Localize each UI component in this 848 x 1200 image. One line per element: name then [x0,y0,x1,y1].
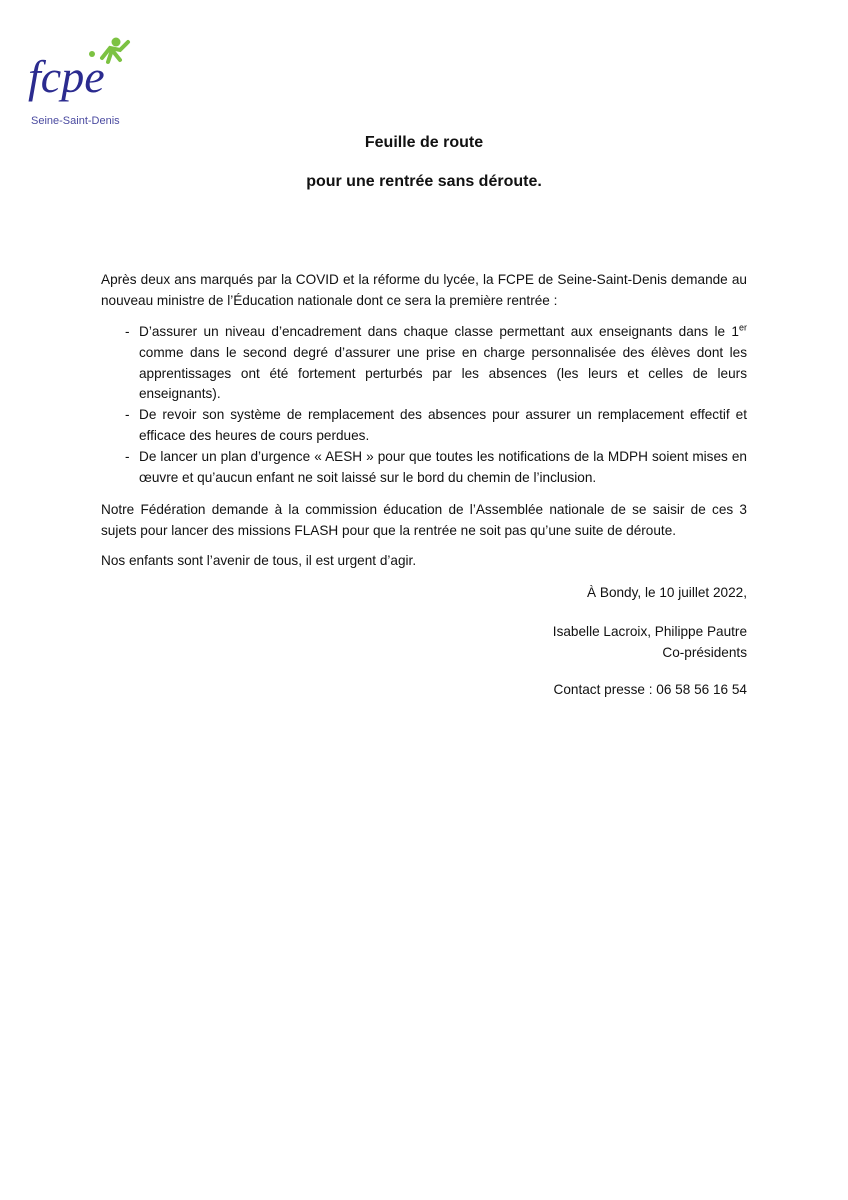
federation-paragraph: Notre Fédération demande à la commission éducation de l’Assemblée nationale de se saisir de ces 3 sujets pour lancer des missions FLASH pour que la rentrée ne soit pas qu’une suite de déroute. [101,502,747,538]
list-item-text-start: D’assurer un niveau d’encadrement dans chaque classe permettant aux enseignants dans le 1 [139,324,739,339]
bullet-dash: - [125,407,130,423]
place-date: À Bondy, le 10 juillet 2022, [587,585,747,600]
list-item [101,447,747,489]
demands-list [101,322,747,488]
document-title: Feuille de route [364,134,484,151]
list-item [101,405,747,447]
bullet-dash: - [125,448,130,464]
document-subtitle: pour une rentrée sans déroute. [306,173,542,190]
fcpe-logo [28,32,138,132]
logo-caption: Seine-Saint-Denis [31,115,120,127]
closing-paragraph: Nos enfants sont l’avenir de tous, il est urgent d’agir. [101,553,417,568]
list-item [101,322,747,405]
logo-figure-head [112,38,121,47]
press-contact: Contact presse : 06 58 56 16 54 [553,682,747,697]
superscript-er: er [738,322,747,333]
bullet-dash: - [125,324,130,339]
logo-figure-legs [108,50,120,62]
signatory-role: Co-présidents [662,644,747,660]
list-item-text-end: comme dans le second degré d’assurer une prise en charge personnalisée des élèves dont les apprentissages ont été fortement perturbés par les absences (les leurs et celles de leurs enseignants). [139,344,747,402]
intro-paragraph: Après deux ans marqués par la COVID et la réforme du lycée, la FCPE de Seine-Saint-Denis demande au nouveau ministre de l’Éducation nationale dont ce sera la première rentrée : [101,272,747,308]
list-item-text: De revoir son système de remplacement des absences pour assurer un remplacement effectif et efficace des heures de cours perdues. [139,407,747,443]
logo-wordmark: fcpe [28,51,105,102]
list-item-text: De lancer un plan d’urgence « AESH » pour que toutes les notifications de la MDPH soient mises en œuvre et qu’aucun enfant ne soit laissé sur le bord du chemin de l’inclusion. [139,448,747,485]
signatory-names: Isabelle Lacroix, Philippe Pautre [552,624,747,639]
signature-block [553,622,747,664]
fcpe-logo-graphic [28,32,138,114]
